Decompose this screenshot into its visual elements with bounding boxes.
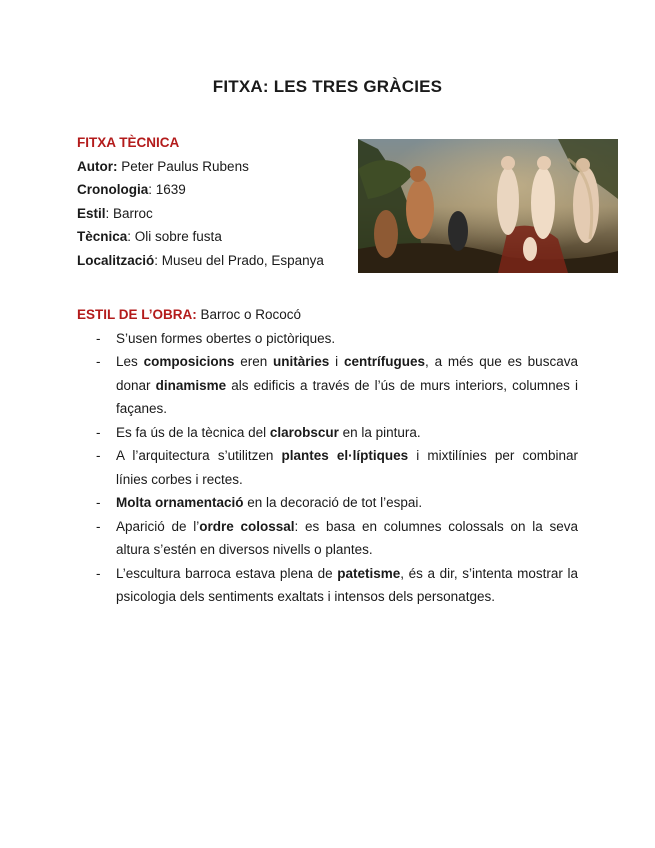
style-traits-list <box>77 327 578 609</box>
trait-text: Es fa ús de la tècnica del <box>116 424 270 440</box>
trait-text: eren <box>234 354 274 369</box>
style-row <box>77 202 347 226</box>
style-trait-item <box>77 327 578 351</box>
trait-text: i mixtilínies per combinar línies corbes i rectes. <box>116 448 578 487</box>
trait-text: S’usen formes obertes o pictòriques. <box>116 330 336 346</box>
style-trait-item <box>77 515 578 562</box>
style-trait-item <box>77 421 578 445</box>
trait-text: : es basa en columnes colossals on la seva altura s’estén en diversos nivells o plantes. <box>116 518 578 557</box>
trait-keyword: dinamisme <box>155 377 227 393</box>
trait-text: i <box>329 354 344 369</box>
trait-keyword: unitàries <box>273 354 330 369</box>
trait-text: en la pintura. <box>338 424 421 440</box>
trait-keyword: clarobscur <box>269 424 339 440</box>
trait-text: L’escultura barroca estava plena de <box>116 565 338 581</box>
style-trait-item <box>77 350 578 421</box>
style-value: : Barroc <box>105 205 153 221</box>
trait-text: als edificis a través de l’ús de murs interiors, columnes i façanes. <box>116 377 578 416</box>
technique-label: Tècnica <box>77 229 128 244</box>
trait-text: Les <box>116 354 144 369</box>
style-heading-line <box>77 303 578 327</box>
chronology-value: : 1639 <box>148 182 186 197</box>
location-label: Localització <box>77 252 155 268</box>
chronology-row <box>77 178 347 202</box>
author-row <box>77 155 347 179</box>
location-value: : Museu del Prado, Espanya <box>154 252 324 268</box>
trait-text: Aparició de l’ <box>116 518 200 534</box>
painting-illustration <box>358 139 618 273</box>
technical-sheet <box>77 131 347 272</box>
author-label: Autor: <box>77 158 118 174</box>
trait-text: A l’arquitectura s’utilitzen <box>116 448 282 463</box>
style-label: Estil <box>77 205 106 221</box>
document-title: FITXA: LES TRES GRÀCIES <box>212 77 443 96</box>
technical-sheet-heading: FITXA TÈCNICA <box>77 135 180 150</box>
trait-keyword: ordre colossal <box>199 518 295 534</box>
trait-text: en la decoració de tot l’espai. <box>243 495 423 510</box>
author-value: Peter Paulus Rubens <box>117 158 249 174</box>
trait-text: , és a dir, s’intenta mostrar la psicologia dels sentiments exaltats i intensos dels personatges. <box>116 565 579 604</box>
trait-keyword: centrífugues <box>343 354 425 369</box>
chronology-label: Cronologia <box>77 182 149 197</box>
style-heading-value: Barroc o Rococó <box>196 307 302 322</box>
painting-three-graces-image <box>358 139 618 273</box>
trait-text: , a més que es buscava donar <box>116 354 578 393</box>
trait-keyword: Molta ornamentació <box>116 495 244 510</box>
trait-keyword: plantes el·líptiques <box>281 448 409 463</box>
style-trait-item <box>77 444 578 491</box>
technique-row <box>77 225 347 249</box>
location-row <box>77 249 347 273</box>
style-trait-item <box>77 562 578 609</box>
style-heading: ESTIL DE L’OBRA: <box>77 307 197 322</box>
technique-value: : Oli sobre fusta <box>127 229 222 244</box>
style-trait-item <box>77 491 578 515</box>
trait-keyword: patetisme <box>337 565 401 581</box>
trait-keyword: composicions <box>143 354 235 369</box>
style-section <box>77 303 578 609</box>
